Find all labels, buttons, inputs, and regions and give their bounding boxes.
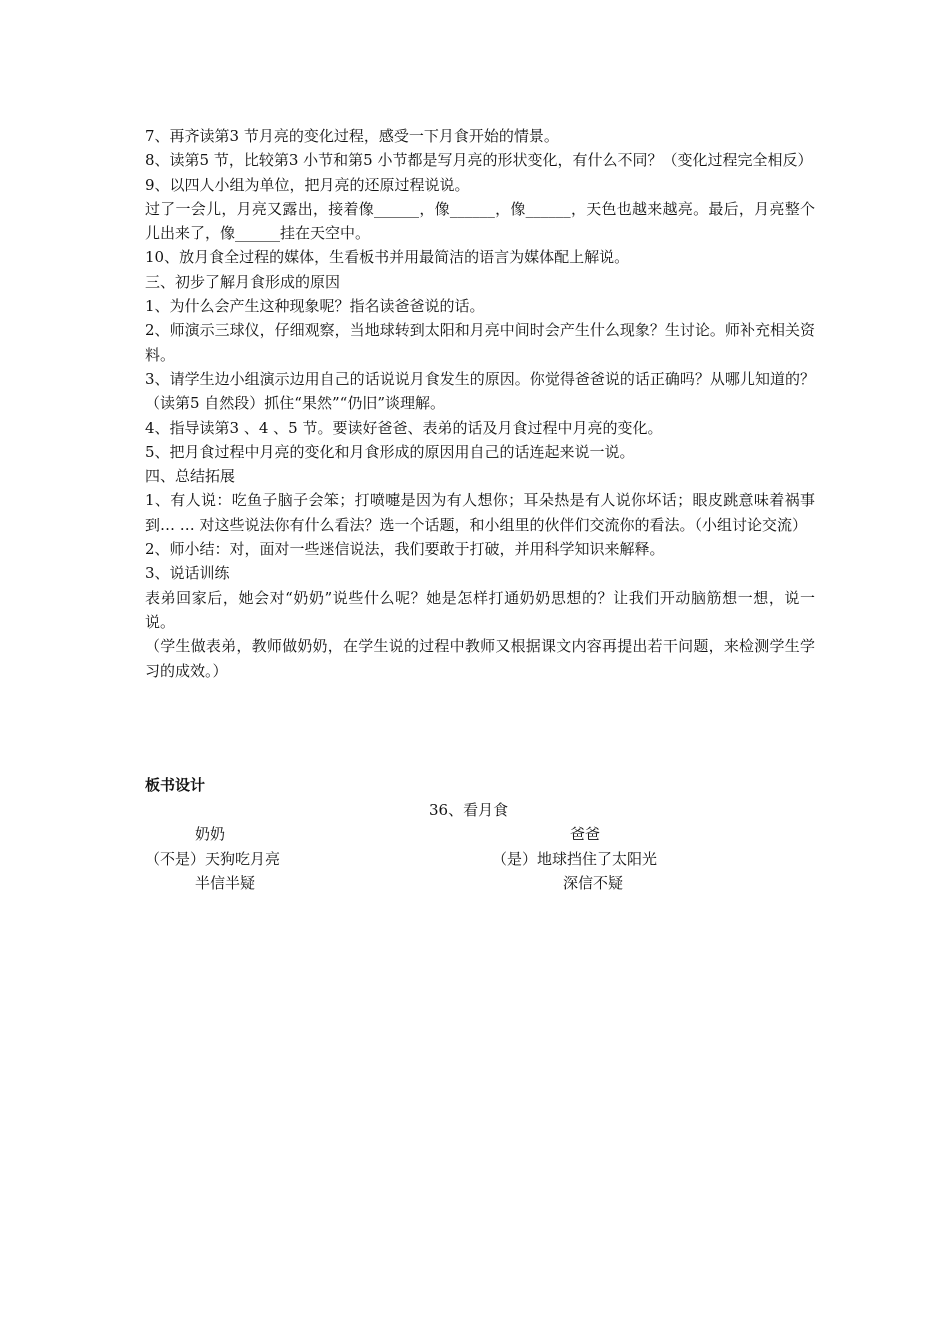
paragraph-s3-item-5: 5、把月食过程中月亮的变化和月食形成的原因用自己的话连起来说一说。 [145, 442, 635, 461]
paragraph-role-play-note: （学生做表弟，教师做奶奶，在学生说的过程中教师又根据课文内容再提出若干问题，来检测学生学习的成效。） [145, 637, 815, 680]
paragraph-s3-item-4: 4、指导读第3 、4 、5 节。要读好爸爸、表弟的话及月食过程中月亮的变化。 [145, 418, 663, 437]
paragraph-step-9: 9、以四人小组为单位，把月亮的还原过程说说。 [145, 175, 470, 194]
board-title: 36、看月食 [429, 801, 509, 819]
paragraph-speaking-task: 表弟回家后，她会对“奶奶”说些什么呢？她是怎样打通奶奶思想的？让我们开动脑筋想一想，说一说。 [145, 588, 815, 631]
board-design-heading: 板书设计 [145, 776, 206, 794]
board-right-name: 爸爸 [570, 825, 601, 843]
board-left-name: 奶奶 [195, 825, 226, 843]
paragraph-s3-item-2: 2、师演示三球仪，仔细观察，当地球转到太阳和月亮中间时会产生什么现象？生讨论。师补充相关资料。 [145, 321, 815, 364]
paragraph-s4-item-3: 3、说话训练 [145, 564, 230, 583]
paragraph-s3-item-3: 3、请学生边小组演示边用自己的话说说月食发生的原因。你觉得爸爸说的话正确吗？从哪儿知道的？（读第5 自然段）抓住“果然”“仍旧”谈理解。 [145, 369, 815, 413]
board-left-view: （不是）天狗吃月亮 [145, 850, 281, 868]
section-heading-4: 四、总结拓展 [145, 467, 236, 486]
paragraph-s3-item-1: 1、为什么会产生这种现象呢？指名读爸爸说的话。 [145, 297, 485, 316]
paragraph-step-10: 10、放月食全过程的媒体，生看板书并用最简洁的语言为媒体配上解说。 [145, 248, 630, 267]
board-left-attitude: 半信半疑 [195, 874, 256, 892]
board-right-attitude: 深信不疑 [563, 874, 624, 892]
paragraph-fill-blank: 过了一会儿，月亮又露出，接着像______，像______，像______，天色也越来越亮。最后，月亮整个儿出来了，像______挂在天空中。 [145, 199, 815, 243]
paragraph-s4-item-2: 2、师小结：对，面对一些迷信说法，我们要敢于打破，并用科学知识来解释。 [145, 540, 665, 559]
board-right-view: （是）地球挡住了太阳光 [492, 850, 658, 868]
paragraph-step-8: 8、读第5 节，比较第3 小节和第5 小节都是写月亮的形状变化，有什么不同？（变化过程完全相反） [145, 151, 813, 170]
section-heading-3: 三、初步了解月食形成的原因 [145, 272, 341, 291]
paragraph-step-7: 7、再齐读第3 节月亮的变化过程，感受一下月食开始的情景。 [145, 127, 559, 145]
paragraph-s4-item-1: 1、有人说：吃鱼子脑子会笨；打喷嚏是因为有人想你；耳朵热是有人说你坏话；眼皮跳意味着祸事到… … 对这些说法你有什么看法？选一个话题，和小组里的伙伴们交流你的看法。（小组讨论交流） [145, 491, 815, 534]
